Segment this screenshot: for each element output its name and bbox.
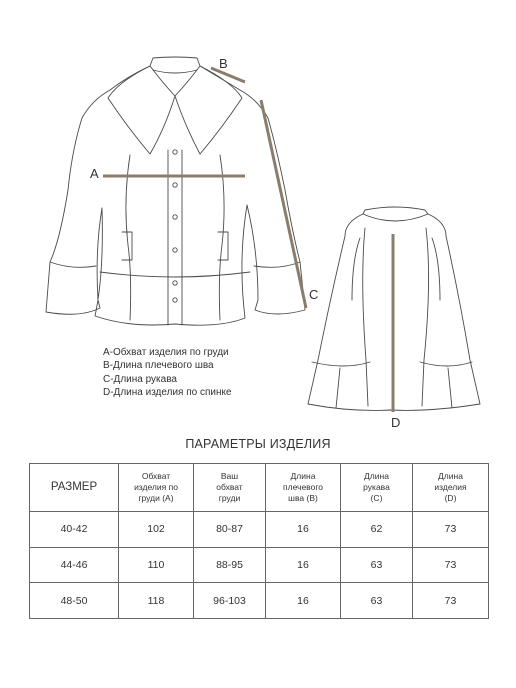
measurement-legend: [103, 346, 232, 400]
header-line: шва (B): [288, 493, 318, 503]
legend-item-b: B-Длина плечевого шва: [103, 360, 214, 372]
measure-label-c: C: [309, 287, 319, 302]
header-line: груди: [218, 493, 241, 503]
cell-shoulder-length: 16: [266, 583, 341, 619]
cell-your-chest: 80-87: [194, 512, 266, 548]
measure-label-d: D: [391, 415, 401, 430]
header-line: рукава: [363, 482, 390, 492]
cell-shoulder-length: 16: [266, 547, 341, 583]
cell-sleeve-length: 62: [341, 512, 413, 548]
header-line: изделия по: [134, 482, 178, 492]
measure-c-line: [261, 100, 306, 308]
measure-label-a: A: [90, 166, 99, 181]
legend-item-d: D-Длина изделия по спинке: [103, 387, 232, 399]
cell-your-chest: 96-103: [194, 583, 266, 619]
cell-size: 44-46: [30, 547, 119, 583]
header-line: груди (A): [138, 493, 174, 503]
header-your-chest: [194, 464, 266, 512]
header-line: Длина: [290, 471, 316, 481]
header-size: [30, 464, 119, 512]
cell-garment-length: 73: [413, 512, 489, 548]
cell-chest-girth: 102: [119, 512, 194, 548]
table-header-row: [30, 464, 489, 512]
cell-chest-girth: 110: [119, 547, 194, 583]
size-parameters-table: [29, 463, 489, 619]
table-row: [30, 583, 489, 619]
header-line: (D): [444, 493, 457, 503]
cell-sleeve-length: 63: [341, 547, 413, 583]
cell-your-chest: 88-95: [194, 547, 266, 583]
header-line: Длина: [438, 471, 463, 481]
header-chest-girth: [119, 464, 194, 512]
cell-chest-girth: 118: [119, 583, 194, 619]
front-jacket-sketch: [46, 57, 305, 325]
header-line: РАЗМЕР: [50, 481, 98, 493]
cell-garment-length: 73: [413, 547, 489, 583]
table-row: [30, 547, 489, 583]
header-line: Ваш: [220, 471, 239, 481]
table-row: [30, 512, 489, 548]
header-line: обхват: [216, 482, 243, 492]
header-line: Длина: [364, 471, 389, 481]
cell-size: 40-42: [30, 512, 119, 548]
header-sleeve-length: [341, 464, 413, 512]
measure-label-b: B: [219, 56, 228, 71]
header-shoulder-length: [266, 464, 341, 512]
header-line: Обхват: [141, 471, 171, 481]
header-line: (C): [370, 493, 383, 503]
cell-garment-length: 73: [413, 583, 489, 619]
cell-sleeve-length: 63: [341, 583, 413, 619]
cell-shoulder-length: 16: [266, 512, 341, 548]
header-line: плечевого: [283, 482, 323, 492]
cell-size: 48-50: [30, 583, 119, 619]
legend-item-c: C-Длина рукава: [103, 373, 177, 385]
page-title: ПАРАМЕТРЫ ИЗДЕЛИЯ: [185, 437, 331, 451]
legend-item-a: A-Обхват изделия по груди: [103, 347, 229, 358]
header-garment-length: [413, 464, 489, 512]
header-line: изделия: [434, 482, 467, 492]
